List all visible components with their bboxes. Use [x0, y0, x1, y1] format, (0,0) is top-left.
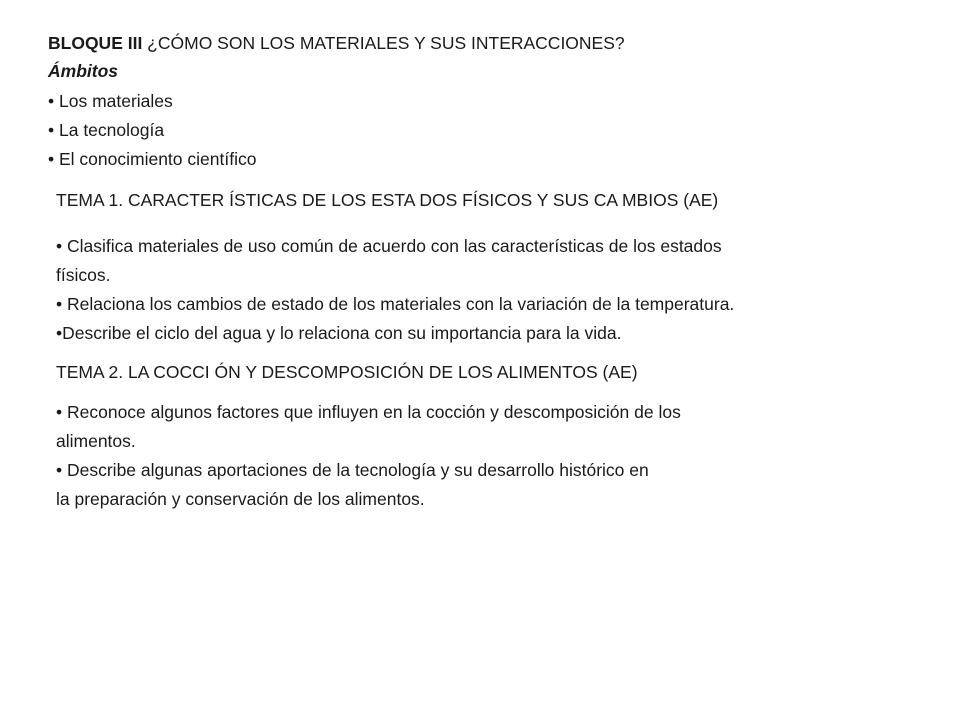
tema1-item: •Describe el ciclo del agua y lo relaciona con su importancia para la vida. — [56, 323, 622, 343]
tema1-item: físicos. — [56, 265, 111, 285]
tema1-title: TEMA 1. CARACTER ÍSTICAS DE LOS ESTA DOS FÍSICOS Y SUS CA MBIOS (AE) — [56, 190, 719, 210]
bloque-heading — [48, 33, 625, 53]
bloque-title: ¿CÓMO SON LOS MATERIALES Y SUS INTERACCIONES? — [142, 33, 625, 53]
tema2-item: la preparación y conservación de los alimentos. — [56, 489, 425, 509]
bloque-label: BLOQUE III — [48, 33, 143, 53]
tema1-item: • Clasifica materiales de uso común de acuerdo con las características de los estados — [56, 236, 722, 256]
tema2-item: • Reconoce algunos factores que influyen en la cocción y descomposición de los — [56, 402, 681, 422]
tema2-item: alimentos. — [56, 431, 136, 451]
ambitos-label: Ámbitos — [48, 61, 118, 81]
ambito-item: • La tecnología — [48, 120, 165, 140]
tema2-title: TEMA 2. LA COCCI ÓN Y DESCOMPOSICIÓN DE LOS ALIMENTOS (AE) — [56, 362, 638, 382]
tema2-item: • Describe algunas aportaciones de la tecnología y su desarrollo histórico en — [56, 460, 649, 480]
ambito-item: • Los materiales — [48, 91, 173, 111]
ambito-item: • El conocimiento científico — [48, 149, 257, 169]
tema1-item: • Relaciona los cambios de estado de los materiales con la variación de la temperatura. — [56, 294, 735, 314]
